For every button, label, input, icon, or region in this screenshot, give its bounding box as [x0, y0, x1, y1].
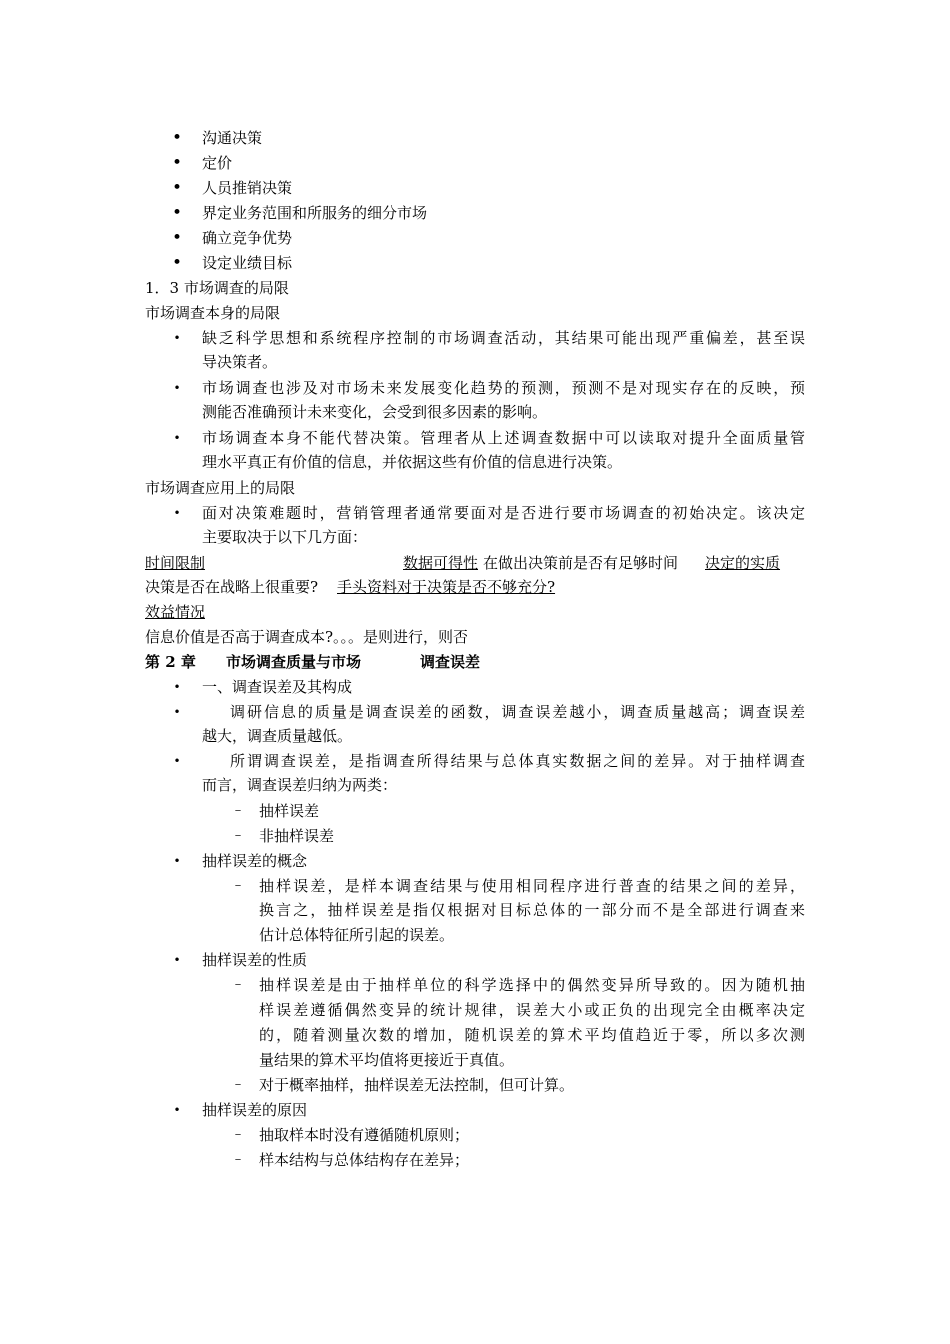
list-item: 界定业务范围和所服务的细分市场	[202, 204, 428, 222]
bullet-icon: •	[172, 253, 183, 273]
paragraph-line: 量结果的算术平均值将更接近于真值。	[259, 1051, 515, 1069]
strategic-question: 决策是否在战略上很重要?	[145, 578, 319, 596]
paragraph-line: 样误差遵循偶然变异的统计规律，误差大小或正负的出现完全由概率决定	[259, 1001, 805, 1019]
list-item: 人员推销决策	[202, 179, 293, 197]
paragraph-line: 面对决策难题时，营销管理者通常要面对是否进行要市场调查的初始决定。该决定	[202, 504, 805, 522]
paragraph-line: 所谓调查误差，是指调查所得结果与总体真实数据之间的差异。对于抽样调查	[230, 752, 805, 770]
bullet-icon: •	[172, 178, 183, 198]
subsection-heading: 市场调查应用上的局限	[145, 479, 296, 497]
time-limit-label: 时间限制	[145, 554, 206, 572]
list-item: 沟通决策	[202, 129, 263, 147]
dash-icon: –	[234, 977, 242, 992]
sub-list-item: 样本结构与总体结构存在差异；	[259, 1151, 470, 1169]
bullet-icon: •	[173, 854, 181, 868]
dash-icon: –	[234, 803, 242, 818]
bullet-icon: •	[172, 228, 183, 248]
bullet-icon: •	[173, 506, 181, 520]
chapter-number: 第 2 章	[145, 653, 196, 671]
paragraph-line: 抽样误差，是样本调查结果与使用相同程序进行普查的结果之间的差异，	[259, 877, 805, 895]
dash-icon: –	[234, 1127, 242, 1142]
dash-icon: –	[234, 1077, 242, 1092]
paragraph-line: 越大，调查质量越低。	[202, 727, 353, 745]
paragraph-line: 换言之，抽样误差是指仅根据对目标总体的一部分而不是全部进行调查来	[259, 901, 805, 919]
bullet-icon: •	[173, 1103, 181, 1117]
data-availability-label: 数据可得性	[403, 554, 479, 572]
dash-icon: –	[234, 828, 242, 843]
bullet-icon: •	[173, 431, 181, 445]
bullet-icon: •	[172, 128, 183, 148]
bullet-icon: •	[173, 754, 181, 768]
bullet-icon: •	[173, 331, 181, 345]
decision-nature-label: 决定的实质	[705, 554, 781, 572]
chapter-title: 调查误差	[420, 653, 481, 671]
time-question: 在做出决策前是否有足够时间	[483, 554, 679, 572]
data-question: 手头资料对于决策是否不够充分?	[337, 578, 556, 596]
paragraph-line: 理水平真正有价值的信息，并依据这些有价值的信息进行决策。	[202, 453, 623, 471]
sub-list-item: 对于概率抽样，抽样误差无法控制，但可计算。	[259, 1076, 575, 1094]
list-item: 确立竞争优势	[202, 229, 293, 247]
list-item: 抽样误差的性质	[202, 951, 308, 969]
list-item: 一、调查误差及其构成	[202, 678, 353, 696]
list-item: 定价	[202, 154, 233, 172]
chapter-title: 市场调查质量与市场	[226, 653, 362, 671]
bullet-icon: •	[173, 680, 181, 694]
paragraph-line: 调研信息的质量是调查误差的函数，调查误差越小，调查质量越高；调查误差	[230, 703, 805, 721]
bullet-icon: •	[173, 381, 181, 395]
paragraph-line: 导决策者。	[202, 353, 278, 371]
value-question: 信息价值是否高于调查成本?。。。是则进行，则否	[145, 628, 469, 646]
bullet-icon: •	[172, 203, 183, 223]
paragraph-line: 抽样误差是由于抽样单位的科学选择中的偶然变异所导致的。因为随机抽	[259, 976, 805, 994]
paragraph-line: 主要取决于以下几方面：	[202, 528, 368, 546]
bullet-icon: •	[173, 953, 181, 967]
benefit-label: 效益情况	[145, 603, 206, 621]
paragraph-line: 市场调查也涉及对市场未来发展变化趋势的预测，预测不是对现实存在的反映，预	[202, 379, 805, 397]
paragraph-line: 估计总体特征所引起的误差。	[259, 926, 455, 944]
section-heading: 1．3 市场调查的局限	[145, 279, 289, 297]
paragraph-line: 的，随着测量次数的增加，随机误差的算术平均值趋近于零，所以多次测	[259, 1026, 805, 1044]
dash-icon: –	[234, 878, 242, 893]
bullet-icon: •	[172, 153, 183, 173]
list-item: 抽样误差的原因	[202, 1101, 308, 1119]
bullet-icon: •	[173, 705, 181, 719]
list-item: 抽样误差的概念	[202, 852, 308, 870]
sub-list-item: 非抽样误差	[259, 827, 335, 845]
paragraph-line: 而言，调查误差归纳为两类：	[202, 776, 398, 794]
paragraph-line: 测能否准确预计未来变化，会受到很多因素的影响。	[202, 403, 548, 421]
paragraph-line: 市场调查本身不能代替决策。管理者从上述调查数据中可以读取对提升全面质量管	[202, 429, 805, 447]
sub-list-item: 抽取样本时没有遵循随机原则；	[259, 1126, 470, 1144]
list-item: 设定业绩目标	[202, 254, 293, 272]
dash-icon: –	[234, 1152, 242, 1167]
subsection-heading: 市场调查本身的局限	[145, 304, 281, 322]
paragraph-line: 缺乏科学思想和系统程序控制的市场调查活动，其结果可能出现严重偏差，甚至误	[202, 329, 805, 347]
sub-list-item: 抽样误差	[259, 802, 320, 820]
